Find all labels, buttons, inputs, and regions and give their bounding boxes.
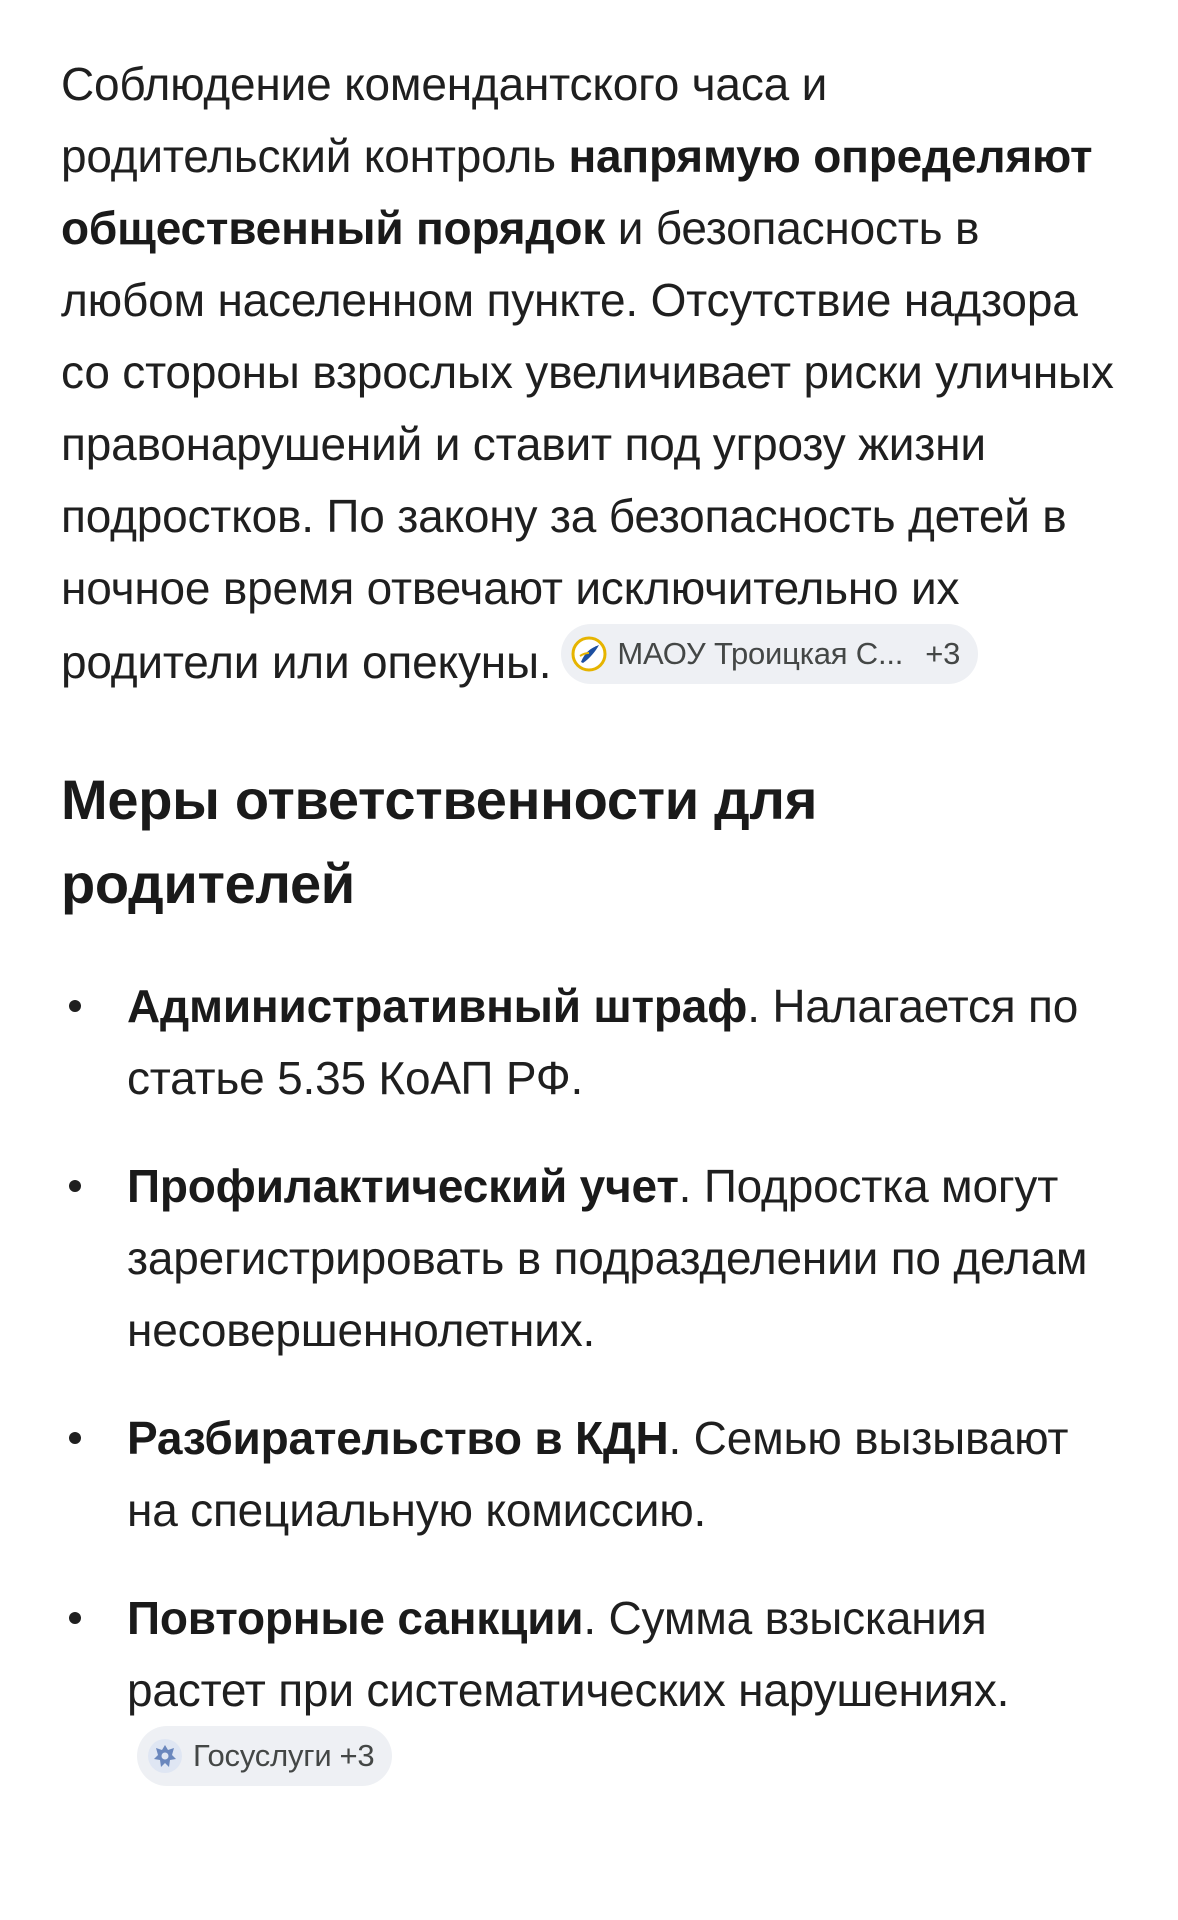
bullet-icon	[69, 1180, 81, 1192]
item-text: . Налагается по статье 5.35 КоАП РФ.	[127, 980, 1079, 1104]
school-logo-icon	[571, 636, 607, 672]
intro-text-before: Соблюдение комендантского часа и родительский контроль	[61, 58, 828, 182]
list-item	[61, 1582, 1121, 1800]
item-title: Административный штраф	[127, 980, 748, 1032]
bullet-icon	[69, 1612, 81, 1624]
item-text: . Подростка могут зарегистрировать в подразделении по делам несовершеннолетних.	[127, 1160, 1088, 1356]
section-heading: Меры ответственности для родителей	[61, 768, 818, 915]
source-chip-gosuslugi[interactable]	[137, 1726, 392, 1786]
source-chip-school[interactable]	[561, 624, 978, 684]
bullet-icon	[69, 1432, 81, 1444]
gosuslugi-emblem-icon	[147, 1738, 183, 1774]
item-text: . Сумма взыскания растет при систематических нарушениях.	[127, 1592, 1010, 1716]
intro-bold-text: напрямую определяют общественный порядок	[61, 130, 1093, 254]
list-item	[61, 1150, 1121, 1366]
list-item	[61, 1402, 1121, 1546]
answer-content	[61, 48, 1121, 1836]
source-chip-count: +3	[925, 636, 961, 671]
source-chip-label: Госуслуги	[193, 1738, 332, 1773]
item-title: Профилактический учет	[127, 1160, 679, 1212]
bullet-icon	[69, 1000, 81, 1012]
intro-paragraph	[61, 48, 1121, 698]
source-chip-label: МАОУ Троицкая С...	[617, 636, 904, 671]
intro-text-after: и безопасность в любом населенном пункте. Отсутствие надзора со стороны взрослых увеличивает риски уличных правонарушений и ставит под угрозу жизни подростков. По закону за безопасность детей в ночное время отвечают исключительно их родители или опекуны.	[61, 202, 1114, 688]
measures-list	[61, 970, 1121, 1800]
item-title: Разбирательство в КДН	[127, 1412, 669, 1464]
list-item	[61, 970, 1121, 1114]
item-title: Повторные санкции	[127, 1592, 584, 1644]
item-text: . Семью вызывают на специальную комиссию.	[127, 1412, 1069, 1536]
source-chip-count: +3	[339, 1738, 375, 1773]
